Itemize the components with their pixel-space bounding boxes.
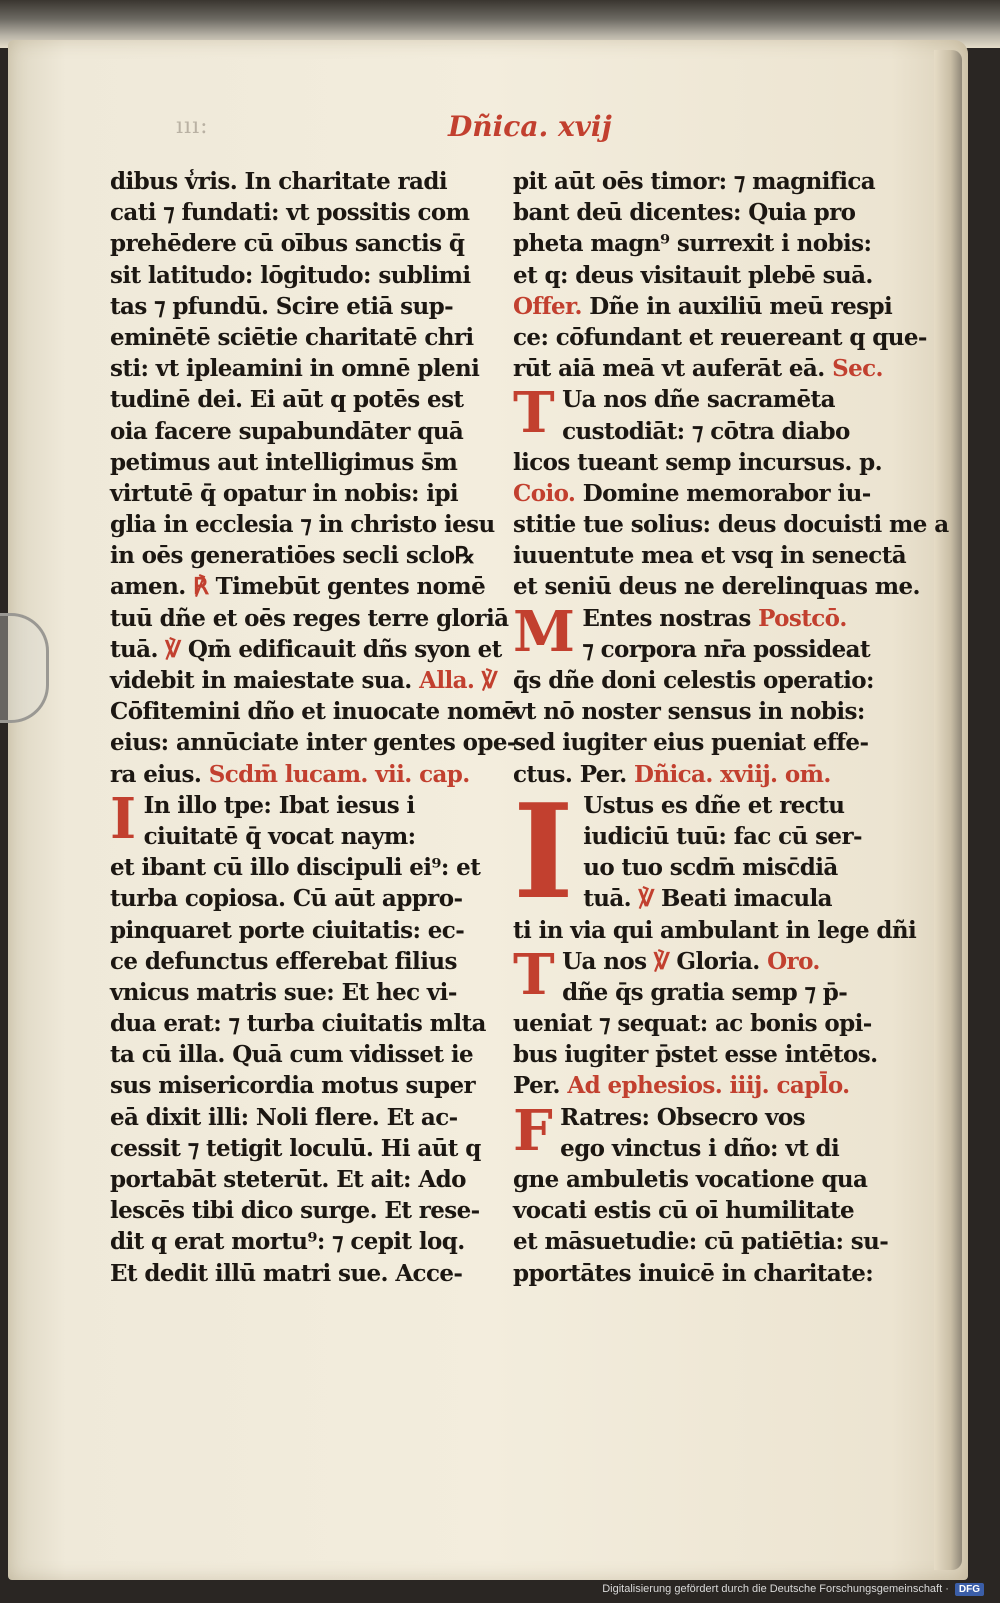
text-line [110, 447, 490, 478]
text-line-content: sus misericordia motus super [110, 1072, 476, 1100]
text-line [513, 1226, 893, 1257]
text-line-content: ce defunctus efferebat filius [110, 947, 457, 975]
text-line [110, 540, 490, 571]
text-line [513, 291, 893, 322]
text-line [110, 1102, 490, 1133]
text-line [110, 915, 490, 946]
text-line-content: In illo tpe: Ibat iesus i [143, 791, 415, 819]
text-line [110, 509, 495, 540]
text-line [513, 1039, 893, 1070]
dfg-logo: DFG [955, 1583, 984, 1596]
text-line [513, 416, 893, 447]
text-line-content: dit q erat mortu⁹: ⁊ cepit loq. [110, 1228, 465, 1256]
text-line-content: pit aūt oēs timor: ⁊ magnifica [513, 168, 876, 195]
text-line-content: pheta magn⁹ surrexit i nobis: [513, 230, 872, 258]
text-line [513, 1008, 893, 1039]
text-line-content: ego vinctus i dño: vt di [560, 1134, 840, 1162]
text-line [513, 1070, 893, 1101]
text-line [110, 353, 490, 384]
text-line-content: iuuentute mea et vsq in senectā [513, 542, 907, 570]
text-line [513, 540, 907, 571]
text-line-content: eius: annūciate inter gentes ope- [110, 729, 516, 757]
text-line-content: stitie tue solius: deus docuisti me a [513, 511, 949, 539]
text-line-content: licos tueant semp incursus. p. [513, 448, 883, 476]
text-line [110, 977, 490, 1008]
text-line-content: rūt aiā meā vt auferāt eā. Sec. [513, 355, 883, 383]
text-line [110, 1164, 490, 1195]
text-line-content: ta cū illa. Quā cum vidisset ie [110, 1041, 473, 1069]
text-line-content: Ratres: Obsecro vos [560, 1103, 805, 1131]
text-line-content: pportātes inuicē in charitate: [513, 1259, 874, 1287]
text-line-content: cessit ⁊ tetigit loculū. Hi aūt q [110, 1134, 481, 1162]
page-header [0, 108, 1000, 148]
text-line [513, 1195, 893, 1226]
text-line-content: amen. ℟ Timebūt gentes nomē [110, 573, 486, 601]
text-line [110, 478, 490, 509]
text-line-content: ce: cōfundant et reuereant q que- [513, 323, 927, 351]
text-line-content: Cōfitemini dño et inuocate nomē [110, 698, 516, 726]
book-clasp [0, 613, 49, 723]
red-initial: T [513, 380, 555, 447]
page-fore-edge [934, 50, 962, 1570]
text-line-content: portabāt steterūt. Et ait: Ado [110, 1166, 466, 1193]
text-line-content: Entes nostras Postcō. [582, 604, 847, 632]
text-line [110, 260, 490, 291]
text-line [513, 228, 893, 259]
text-line [110, 883, 490, 914]
text-line [513, 447, 893, 478]
text-line-content: ti in via qui ambulant in lege dñi [513, 916, 917, 944]
text-line [513, 759, 893, 790]
text-line [110, 197, 490, 228]
text-line-content: eminētē sciētie charitatē chri [110, 323, 474, 351]
text-line-content: vt nō noster sensus in nobis: [513, 698, 865, 726]
text-line [110, 852, 490, 883]
text-line-content: Ustus es dñe et rectu [583, 791, 845, 819]
text-line [110, 416, 490, 447]
text-line [110, 1133, 490, 1164]
text-line-content: cati ⁊ fundati: vt possitis com [110, 199, 470, 227]
text-line-content: bus iugiter p̄stet esse intētos. [513, 1041, 878, 1069]
text-line-content: dñe q̄s gratia semp ⁊ p̄- [562, 978, 848, 1006]
text-line-content: bant deū dicentes: Quia pro [513, 199, 856, 227]
text-line [110, 571, 490, 602]
text-line [513, 1164, 893, 1195]
text-line-content: dibus v̾ris. In charitate radi [110, 168, 447, 195]
text-line-content: iudiciū tuū: fac cū ser- [583, 822, 862, 850]
text-line [513, 197, 893, 228]
text-line-content: videbit in maiestate sua. Alla. ℣ [110, 667, 497, 694]
text-line [513, 166, 893, 197]
text-line-content: prehēdere cū oībus sanctis q̄ [110, 230, 465, 258]
text-line [513, 727, 893, 758]
text-line [513, 478, 893, 509]
footer-credit-text: Digitalisierung gefördert durch die Deutsche Forschungsgemeinschaft · [602, 1583, 949, 1595]
red-initial: I [513, 774, 574, 928]
text-line-content: oia facere supabundāter quā [110, 417, 464, 445]
text-line-content: glia in ecclesia ⁊ in christo iesu [110, 511, 495, 539]
text-line-content: q̄s dñe doni celestis operatio: [513, 667, 874, 694]
text-line [110, 1195, 490, 1226]
text-line-content: tuū dñe et oēs reges terre gloriā [110, 604, 509, 632]
text-line-content: ctus. Per. Dñica. xviij. om̄. [513, 760, 831, 788]
text-line-content: Et dedit illū matri sue. Acce- [110, 1259, 463, 1287]
running-head: Dñica. xvij [448, 110, 612, 143]
text-line-content: turba copiosa. Cū aūt appro- [110, 885, 463, 913]
text-line-content: tuā. ℣ Qm̄ edificauit dñs syon et [110, 635, 502, 663]
text-line-content: tuā. ℣ Beati imacula [583, 885, 832, 913]
text-line-content: Coio. Domine memorabor iu- [513, 479, 871, 507]
text-line-content: virtutē q̄ opatur in nobis: ipi [110, 479, 459, 507]
red-initial: T [513, 941, 555, 1008]
text-line-content: tas ⁊ pfundū. Scire etiā sup- [110, 292, 454, 320]
text-line-content: pinquaret porte ciuitatis: ec- [110, 916, 465, 944]
text-line-content: et q: deus visitauit plebē suā. [513, 261, 873, 289]
text-line [110, 166, 490, 197]
text-line-content: sit latitudo: lōgitudo: sublimi [110, 261, 471, 289]
text-line-content: gne ambuletis vocatione qua [513, 1166, 868, 1193]
text-line [513, 322, 927, 353]
text-line [110, 322, 490, 353]
text-line [110, 384, 490, 415]
text-line [110, 696, 516, 727]
text-line-content: sed iugiter eius pueniat effe- [513, 729, 869, 757]
text-line [513, 1133, 893, 1164]
red-initial: I [110, 785, 136, 852]
text-line-content: vocati estis cū oī humilitate [513, 1197, 855, 1225]
text-line [110, 821, 490, 852]
text-line-content: Ua nos dñe sacramēta [562, 386, 835, 414]
text-line-content: ciuitatē q̄ vocat naym: [143, 822, 416, 850]
text-line-content: dua erat: ⁊ turba ciuitatis mlta [110, 1010, 486, 1038]
bleed-through-folio: ııı: [176, 114, 209, 139]
text-line [110, 759, 490, 790]
text-line-content: lescēs tibi dico surge. Et rese- [110, 1197, 480, 1225]
text-line [110, 946, 490, 977]
text-line-content: custodiāt: ⁊ cōtra diabo [562, 417, 850, 445]
text-line-content: tudinē dei. Ei aūt q potēs est [110, 386, 464, 414]
text-line-content: ra eius. Scdm̄ lucam. vii. cap. [110, 760, 470, 788]
text-line-content: ⁊ corpora nr̄a possideat [582, 635, 870, 663]
text-line [110, 603, 509, 634]
text-line-content: uo tuo scdm̄ misc̄diā [583, 854, 838, 882]
red-initial: F [513, 1097, 553, 1164]
text-line [513, 509, 949, 540]
text-line [110, 727, 516, 758]
text-column-right [513, 166, 949, 1289]
text-line [110, 634, 502, 665]
text-line-content: Ua nos ℣ Gloria. Oro. [562, 947, 820, 975]
footer-credit [602, 1579, 984, 1599]
text-line-content: Offer. Dñe in auxiliū meū respi [513, 292, 893, 320]
text-line-content: in oēs generatiōes secli sclo℞ [110, 542, 475, 570]
text-line [513, 260, 893, 291]
text-column-left [110, 166, 516, 1289]
text-line [513, 1258, 893, 1289]
text-line [110, 1226, 490, 1257]
text-line [513, 696, 893, 727]
text-line [110, 1258, 490, 1289]
text-line [513, 665, 893, 696]
text-line [110, 291, 490, 322]
text-line-content: eā dixit illi: Noli flere. Et ac- [110, 1103, 458, 1131]
text-line-content: petimus aut intelligimus s̄m [110, 448, 458, 476]
text-line-content: et māsuetudie: cū patiētia: su- [513, 1228, 889, 1256]
text-line [110, 665, 497, 696]
text-line-content: Per. Ad ephesios. iiij. capl̄o. [513, 1072, 850, 1100]
red-initial: M [513, 598, 575, 665]
text-line [513, 571, 920, 602]
text-line-content: et ibant cū illo discipuli ei⁹: et [110, 854, 481, 882]
text-line [110, 228, 490, 259]
text-line [513, 915, 917, 946]
text-line-content: et seniū deus ne derelinquas me. [513, 573, 920, 601]
text-line [110, 1070, 490, 1101]
text-line [513, 977, 893, 1008]
text-line-content: ueniat ⁊ sequat: ac bonis opi- [513, 1010, 872, 1038]
text-line-content: sti: vt ipleamini in omnē pleni [110, 355, 480, 383]
text-line [110, 1008, 490, 1039]
text-line-content: vnicus matris sue: Et hec vi- [110, 978, 457, 1006]
text-line [110, 1039, 490, 1070]
text-line [513, 353, 893, 384]
